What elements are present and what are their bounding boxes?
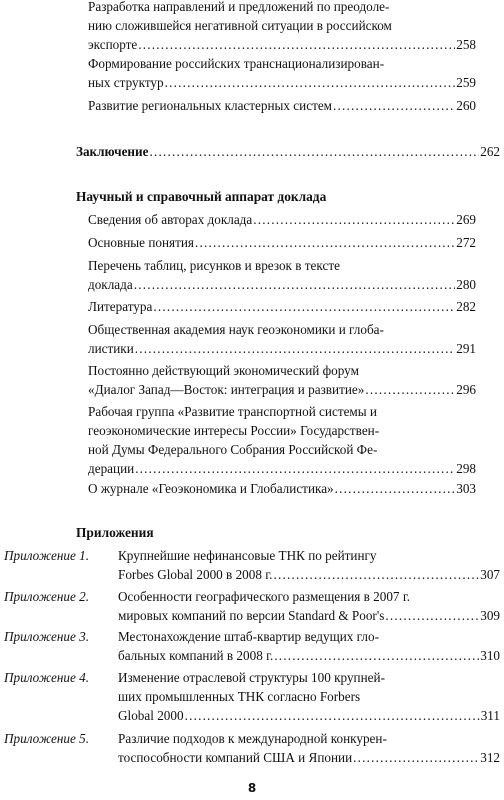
toc-entry-title: дерации xyxy=(88,461,135,476)
toc-entry-line: Постоянно действующий экономический форум xyxy=(88,363,359,378)
leader-dots xyxy=(385,606,479,625)
toc-entry-title: «Диалог Запад—Восток: интеграция и развитие» xyxy=(88,382,365,397)
leader-dots xyxy=(165,73,456,92)
leader-dots xyxy=(185,706,480,725)
toc-entry-title: Основные понятия xyxy=(88,235,194,250)
toc-page-number: 310 xyxy=(480,648,500,663)
toc-entry-title: Литература xyxy=(88,299,153,314)
section-title: Приложения xyxy=(76,525,154,540)
toc-entry-title: Forbes Global 2000 в 2008 г. xyxy=(118,567,273,582)
toc-entry-line: Общественная академия наук геоэкономики и глоба- xyxy=(88,322,384,337)
toc-page-number: 269 xyxy=(456,212,476,227)
appendix-label: Приложение 2. xyxy=(4,589,90,604)
toc-page-number: 311 xyxy=(480,708,500,723)
page-number: 8 xyxy=(247,781,257,795)
toc-entry[interactable] xyxy=(88,479,476,498)
leader-dots xyxy=(274,646,479,665)
appendix-label: Приложение 1. xyxy=(4,548,90,563)
toc-entry-title: ных структур xyxy=(88,75,164,90)
toc-entry-line: Рабочая группа «Развитие транспортной системы и xyxy=(88,404,377,419)
section-title: Научный и справочный аппарат доклада xyxy=(76,189,327,204)
toc-page-number: 260 xyxy=(456,98,476,113)
toc-page-number: 282 xyxy=(456,299,476,314)
leader-dots xyxy=(195,233,455,252)
appendix-label: Приложение 4. xyxy=(4,670,90,685)
toc-entry-title: мировых компаний по версии Standard & Poor's xyxy=(118,608,385,623)
toc-entry-line: ной Думы Федерального Собрания Российской Фе- xyxy=(88,442,378,457)
toc-entry[interactable] xyxy=(88,54,476,92)
toc-entry-line: Различие подходов к международной конкурен- xyxy=(118,731,387,746)
toc-entry-title: О журнале «Геоэкономика и Глобалистика» xyxy=(88,481,334,496)
toc-entry-line: Изменение отраслевой структуры 100 крупней- xyxy=(118,670,385,685)
toc-page-number: 309 xyxy=(480,608,500,623)
toc-entry-line: Перечень таблиц, рисунков и врезок в тексте xyxy=(88,258,340,273)
toc-entry-title: Развитие региональных кластерных систем xyxy=(88,98,333,113)
leader-dots xyxy=(135,339,455,358)
toc-page-number: 272 xyxy=(456,235,476,250)
toc-entry-title: Global 2000 xyxy=(118,708,184,723)
toc-entry-title: листики xyxy=(88,341,134,356)
toc-entry-line: Особенности географического размещения в 2007 г. xyxy=(118,589,411,604)
leader-dots xyxy=(273,565,479,584)
leader-dots xyxy=(153,297,455,316)
toc-entry[interactable] xyxy=(88,0,476,54)
toc-page-number: 296 xyxy=(456,382,476,397)
toc-page-number: 303 xyxy=(456,481,476,496)
toc-entry-line: нию сложившейся негативной ситуации в российском xyxy=(88,18,392,33)
toc-entry-appendix[interactable] xyxy=(118,729,500,767)
toc-entry[interactable] xyxy=(88,297,476,316)
toc-entry-line: Разработка направлений и предложений по преодоле- xyxy=(88,0,390,14)
leader-dots xyxy=(138,35,455,54)
toc-page-number: 298 xyxy=(456,461,476,476)
toc-page-number: 258 xyxy=(456,37,476,52)
toc-entry[interactable] xyxy=(88,210,476,229)
leader-dots xyxy=(365,380,455,399)
appendix-label: Приложение 5. xyxy=(4,731,90,746)
toc-entry-appendix[interactable] xyxy=(118,668,500,725)
toc-entry-conclusion[interactable] xyxy=(76,142,500,161)
leader-dots xyxy=(149,142,479,161)
leader-dots xyxy=(353,748,479,767)
leader-dots xyxy=(335,479,456,498)
toc-page-number: 291 xyxy=(456,341,476,356)
toc-entry[interactable] xyxy=(88,320,476,358)
toc-entry[interactable] xyxy=(88,96,476,115)
toc-entry-appendix[interactable] xyxy=(118,627,500,665)
toc-entry-title: экспорте xyxy=(88,37,138,52)
toc-entry[interactable] xyxy=(88,256,476,294)
toc-entry-title: бальных компаний в 2008 г. xyxy=(118,648,274,663)
toc-entry-line: Крупнейшие нефинансовые ТНК по рейтингу xyxy=(118,548,377,563)
toc-entry-appendix[interactable] xyxy=(118,546,500,584)
appendix-label: Приложение 3. xyxy=(4,629,90,644)
toc-entry-line: Местонахождение штаб-квартир ведущих гло- xyxy=(118,629,379,644)
toc-entry-title: доклада xyxy=(88,277,133,292)
toc-entry-line: геоэкономические интересы России» Государствен- xyxy=(88,423,380,438)
leader-dots xyxy=(134,275,456,294)
toc-entry-appendix[interactable] xyxy=(118,587,500,625)
toc-entry[interactable] xyxy=(88,361,476,399)
leader-dots xyxy=(135,459,455,478)
toc-entry-line: ших промышленных ТНК согласно Forbers xyxy=(118,689,361,704)
toc-entry-title: Заключение xyxy=(76,144,149,159)
toc-page-number: 312 xyxy=(480,750,500,765)
toc-page-number: 280 xyxy=(456,277,476,292)
toc-entry[interactable] xyxy=(88,233,476,252)
toc-entry-title: Сведения об авторах доклада xyxy=(88,212,253,227)
leader-dots xyxy=(333,96,455,115)
toc-page-number: 307 xyxy=(480,567,500,582)
toc-page-number: 259 xyxy=(456,75,476,90)
leader-dots xyxy=(253,210,455,229)
toc-entry-title: тоспособности компаний США и Японии xyxy=(118,750,353,765)
toc-page-number: 262 xyxy=(480,144,500,159)
toc-entry-line: Формирование российских транснационализирован- xyxy=(88,56,385,71)
toc-entry[interactable] xyxy=(88,402,476,478)
